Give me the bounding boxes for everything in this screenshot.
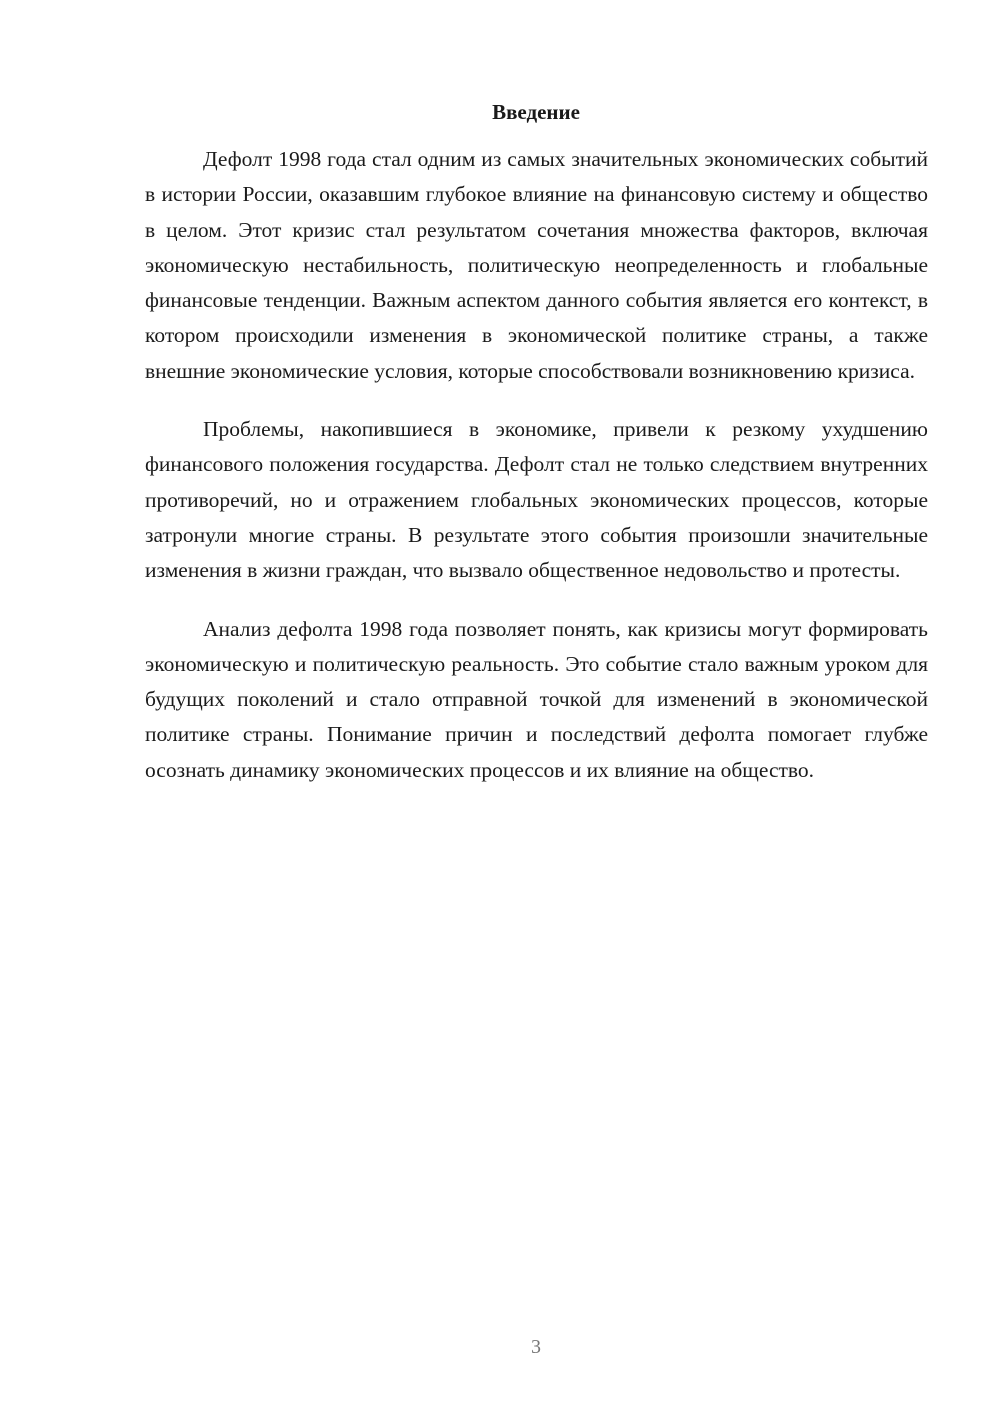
paragraph-3: Анализ дефолта 1998 года позволяет понять, как кризисы могут формировать экономическую и политическую реальность. Это событие стало важным уроком для будущих поколений и стало отправной точкой для изменений в экономической политике страны. Понимание причин и последствий дефолта помогает глубже осознать динамику экономических процессов и их влияние на общество. <box>145 616 928 782</box>
paragraph-1: Дефолт 1998 года стал одним из самых значительных экономических событий в истории России, оказавшим глубокое влияние на финансовую систему и общество в целом. Этот кризис стал результатом сочетания множества факторов, включая экономическую нестабильность, политическую неопределенность и глобальные финансовые тенденции. Важным аспектом данного события является его контекст, в котором происходили изменения в экономической политике страны, а также внешние экономические условия, которые способствовали возникновению кризиса. <box>145 147 928 383</box>
body-text <box>145 142 928 811</box>
section-heading: Введение <box>492 100 580 124</box>
paragraph-2: Проблемы, накопившиеся в экономике, привели к резкому ухудшению финансового положения государства. Дефолт стал не только следствием внутренних противоречий, но и отражением глобальных экономических процессов, которые затронули многие страны. В результате этого события произошли значительные изменения в жизни граждан, что вызвало общественное недовольство и протесты. <box>145 417 928 583</box>
page-number: 3 <box>531 1336 541 1358</box>
